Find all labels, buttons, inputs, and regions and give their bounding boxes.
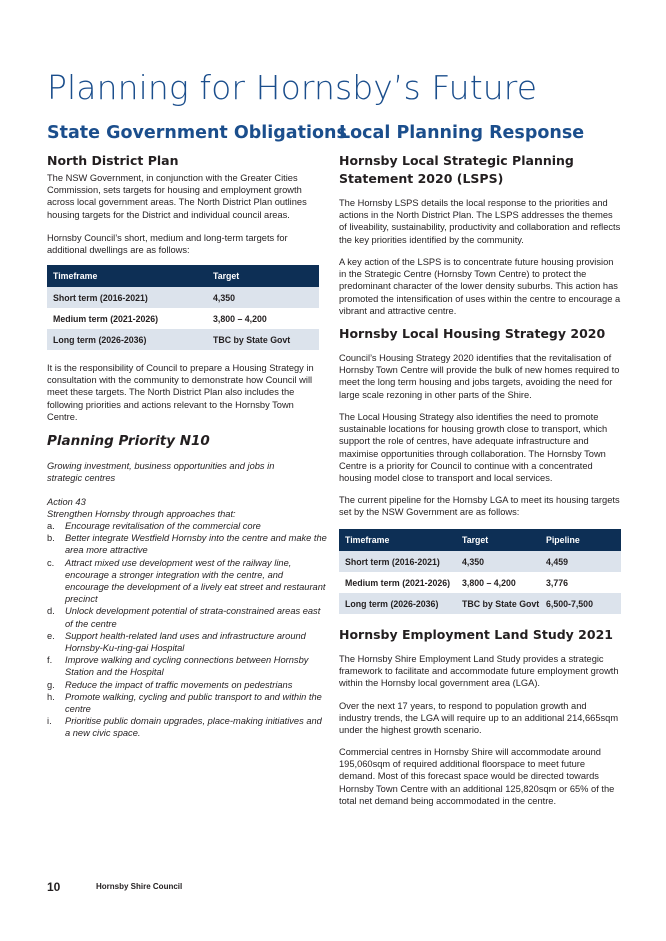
ndp-paragraph-1: The NSW Government, in conjunction with the Greater Cities Commission, sets targets for housing and employment growth across local government areas. The North District Plan outlines housing targets for the District and individual council areas. (47, 173, 307, 220)
list-marker: b. (47, 533, 55, 544)
responsibility-paragraph: It is the responsibility of Council to prepare a Housing Strategy in consultation with the community to demonstrate how Council will meet these targets. The North District Plan also includes the following priorities and actions relevant to the Hornsby Town Centre. (47, 363, 314, 422)
table-header-target: Target (456, 529, 540, 551)
list-item (47, 654, 327, 678)
housing-strategy-heading: Hornsby Local Housing Strategy 2020 (339, 326, 606, 341)
page-number: 10 (47, 880, 61, 894)
table-cell: 4,459 (540, 551, 621, 572)
north-district-plan-heading: North District Plan (47, 153, 179, 168)
table-row (339, 593, 621, 614)
table-cell: Short term (2016-2021) (47, 287, 207, 308)
table-header-timeframe: Timeframe (339, 529, 456, 551)
list-marker: a. (47, 521, 55, 531)
list-item (47, 715, 327, 739)
list-item (47, 605, 327, 629)
table-row (47, 329, 319, 350)
table-cell: 4,350 (207, 287, 319, 308)
list-marker: d. (47, 606, 55, 617)
action-intro: Strengthen Hornsby through approaches that: (47, 509, 236, 519)
lhs-paragraph-2: The Local Housing Strategy also identifies the need to promote sustainable locations for housing growth close to transport, which support the role of centres, have adequate infrastructure and maximise opportunities through collaboration. The Hornsby Town Centre is a priority for Council to continue with a concentrated housing model close to transport and local services. (339, 412, 608, 484)
employment-land-study-heading: Hornsby Employment Land Study 2021 (339, 627, 613, 642)
table-cell: Medium term (2021-2026) (339, 572, 456, 593)
dwelling-targets-table (47, 265, 319, 350)
table-cell: TBC by State Govt (207, 329, 319, 350)
list-item-text: Better integrate Westfield Hornsby into the centre and make the area more attractive (65, 533, 327, 556)
table-cell: TBC by State Govt (456, 593, 540, 614)
page-title: Planning for Hornsby’s Future (47, 68, 538, 107)
lhs-paragraph-1: Council’s Housing Strategy 2020 identifies that the revitalisation of Hornsby Town Centre will provide the bulk of new homes required to meet the long term housing and jobs targets, avoiding the need for large scale rezoning in other parts of the Shire. (339, 353, 620, 400)
lsps-heading: Hornsby Local Strategic Planning Statement 2020 (LSPS) (339, 153, 574, 186)
table-row (47, 287, 319, 308)
els-paragraph-2: Over the next 17 years, to respond to population growth and industry trends, the LGA will require up to an additional 214,665sqm under the highest growth scenario. (339, 701, 619, 736)
table-header-timeframe: Timeframe (47, 265, 207, 287)
list-marker: f. (47, 655, 53, 666)
list-item-text: Promote walking, cycling and public transport to and within the centre (65, 691, 322, 715)
lhs-paragraph-3: The current pipeline for the Hornsby LGA to meet its housing targets set by the NSW Government are as follows: (339, 495, 620, 518)
list-marker: e. (47, 630, 55, 641)
list-item-text: Unlock development potential of strata-constrained areas east of the centre (65, 606, 321, 629)
table-header-target: Target (207, 265, 319, 287)
list-item-text: Reduce the impact of traffic movements on pedestrians (65, 679, 293, 690)
table-row (47, 308, 319, 329)
list-item (47, 532, 327, 556)
table-cell: 3,800 – 4,200 (456, 572, 540, 593)
list-item (47, 557, 327, 606)
table-cell: Short term (2016-2021) (339, 551, 456, 572)
footer-organisation: Hornsby Shire Council (96, 882, 183, 891)
list-marker: h. (47, 691, 55, 702)
list-item (47, 520, 327, 532)
priority-text: Growing investment, business opportunities and jobs in strategic centres (47, 461, 275, 484)
els-paragraph-1: The Hornsby Shire Employment Land Study provides a strategic framework to facilitate and accommodate future employment growth within the Hornsby local government area (LGA). (339, 654, 619, 689)
local-planning-response-heading: Local Planning Response (339, 123, 585, 143)
table-cell: Long term (2026-2036) (47, 329, 207, 350)
table-row (339, 572, 621, 593)
list-item-text: Encourage revitalisation of the commercial core (65, 521, 261, 531)
list-item (47, 630, 327, 654)
table-cell: Long term (2026-2036) (339, 593, 456, 614)
action-list (47, 520, 327, 740)
list-item-text: Support health-related land uses and infrastructure around Hornsby-Ku-ring-gai Hospital (65, 630, 306, 654)
action-title: Action 43 (47, 497, 86, 507)
list-marker: i. (47, 716, 52, 727)
list-item (47, 691, 327, 715)
list-item (47, 679, 327, 691)
table-cell: 4,350 (456, 551, 540, 572)
table-cell: Medium term (2021-2026) (47, 308, 207, 329)
table-cell: 3,800 – 4,200 (207, 308, 319, 329)
list-marker: g. (47, 679, 55, 690)
els-paragraph-3: Commercial centres in Hornsby Shire will accommodate around 195,060sqm of required additional floorspace to meet future demand. Most of this forecast space would be directed towards Hornsby Town Centre with an additional 125,820sqm or 65% of the total net demand being accommodated in the centre. (339, 747, 615, 806)
list-item-text: Prioritise public domain upgrades, place-making initiatives and a new civic space. (65, 716, 322, 739)
housing-pipeline-table (339, 529, 621, 614)
table-row (339, 551, 621, 572)
lsps-paragraph-2: A key action of the LSPS is to concentrate future housing provision in the Strategic Centre (Hornsby Town Centre) to protect the predominant character of the lower density suburbs. This action has promoted the intensification of uses within the centre to encourage a vibrant and attractive centre. (339, 257, 621, 316)
lsps-paragraph-1: The Hornsby LSPS details the local response to the priorities and actions in the North District Plan. The LSPS addresses the themes of liveability, sustainability, productivity and collaboration and reflects the key priorities identified by the community. (339, 198, 621, 245)
ndp-paragraph-2: Hornsby Council’s short, medium and long-term targets for additional dwellings are as follows: (47, 233, 288, 256)
list-item-text: Improve walking and cycling connections between Hornsby Station and the Hospital (65, 655, 309, 678)
table-header-pipeline: Pipeline (540, 529, 621, 551)
state-obligations-heading: State Government Obligations (47, 123, 347, 143)
table-cell: 3,776 (540, 572, 621, 593)
list-marker: c. (47, 557, 55, 568)
table-cell: 6,500-7,500 (540, 593, 621, 614)
planning-priority-heading: Planning Priority N10 (47, 433, 210, 449)
list-item-text: Attract mixed use development west of the railway line, encourage a stronger integration with the centre, and encourage the development of a lively eat street and restaurant precinct (65, 557, 326, 605)
